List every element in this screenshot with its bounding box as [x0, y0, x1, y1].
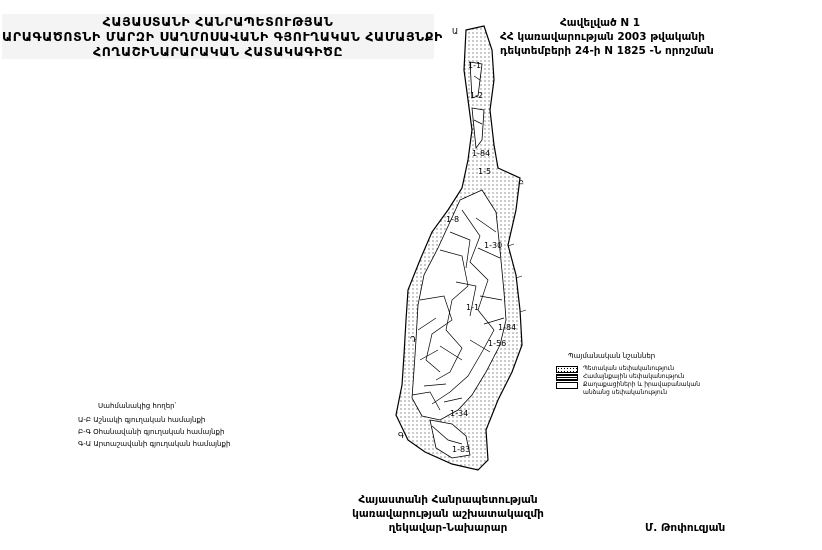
adjacent-land-item: Գ-Ա Արտաշավանի գյուղական համայնքի — [78, 440, 231, 448]
parcel-label: 1-30 — [484, 241, 503, 250]
annex-line-2: ՀՀ կառավարության 2003 թվականի — [500, 31, 705, 43]
legend-row-community — [556, 373, 723, 381]
boundary-point-west: Դ — [410, 335, 417, 344]
title-line-2: ԱՐԱԳԱԾՈՏՆԻ ՄԱՐԶԻ ՍԱՂՄՈՍԱՎԱՆԻ ԳՅՈՒՂԱԿԱՆ ՀԱՄԱՅՆՔԻ — [2, 29, 443, 44]
parcel-label: 1-56 — [488, 339, 507, 348]
title-line-3: ՀՈՂԱՇԻՆԱՐԱՐԱԿԱՆ ՀԱՏԱԿԱԳԻԾԸ — [92, 44, 344, 59]
legend-label: Պետական սեփականություն — [583, 365, 675, 372]
legend-label: Քաղաքացիների և իրավաբանական անձանց սեփականություն — [583, 381, 701, 396]
parcel-label: 1-1 — [468, 61, 482, 70]
parcel-label: 1-84 — [472, 149, 491, 158]
signatory-title — [338, 493, 558, 535]
parcel-label: 1-2 — [470, 91, 484, 100]
footer-line-2: կառավարության աշխատակազմի — [352, 508, 544, 520]
boundary-point-east: Բ — [518, 179, 524, 188]
annex-line-3: դեկտեմբերի 24-ի N 1825 -Ն որոշման — [500, 45, 714, 57]
footer-line-1: Հայաստանի Հանրապետության — [358, 494, 538, 506]
parcel-label: 1-5 — [478, 167, 492, 176]
parcel-label: 1-8 — [446, 215, 460, 224]
footer-line-3: ղեկավար-Նախարար — [388, 522, 508, 534]
symbols-legend — [556, 352, 723, 397]
adjacent-lands-heading: Սահմանակից հողեր՝ — [98, 402, 177, 410]
parcel-label: 1-34 — [450, 409, 469, 418]
adjacent-land-item: Բ-Գ Օհանավանի գյուղական համայնքի — [78, 428, 225, 436]
legend-row-state — [556, 365, 723, 373]
boundary-point-south: Գ — [398, 431, 405, 440]
title-line-1: ՀԱՅԱՍՏԱՆԻ ՀԱՆՐԱՊԵՏՈՒԹՅԱՆ — [102, 14, 334, 29]
adjacent-lands-legend — [78, 400, 230, 450]
signatory-name: Մ. Թոփուզյան — [645, 522, 726, 534]
legend-label: Համայնքային սեփականություն — [583, 373, 685, 380]
annex-line-1: Հավելված N 1 — [559, 17, 641, 29]
adjacent-land-item: Ա-Բ Աշնակի գյուղական համայնքի — [78, 416, 206, 424]
parcel-label: 1-83 — [452, 445, 471, 454]
symbols-legend-heading: Պայմանական նշաններ — [568, 352, 656, 360]
blank-swatch — [556, 382, 578, 389]
parcel-label: 1-84 — [498, 323, 517, 332]
parcel-label: 1-1 — [466, 303, 480, 312]
legend-row-private — [556, 381, 723, 397]
hatch-swatch — [556, 374, 578, 381]
boundary-point-north: Ա — [452, 27, 459, 36]
dots-swatch — [556, 366, 578, 373]
